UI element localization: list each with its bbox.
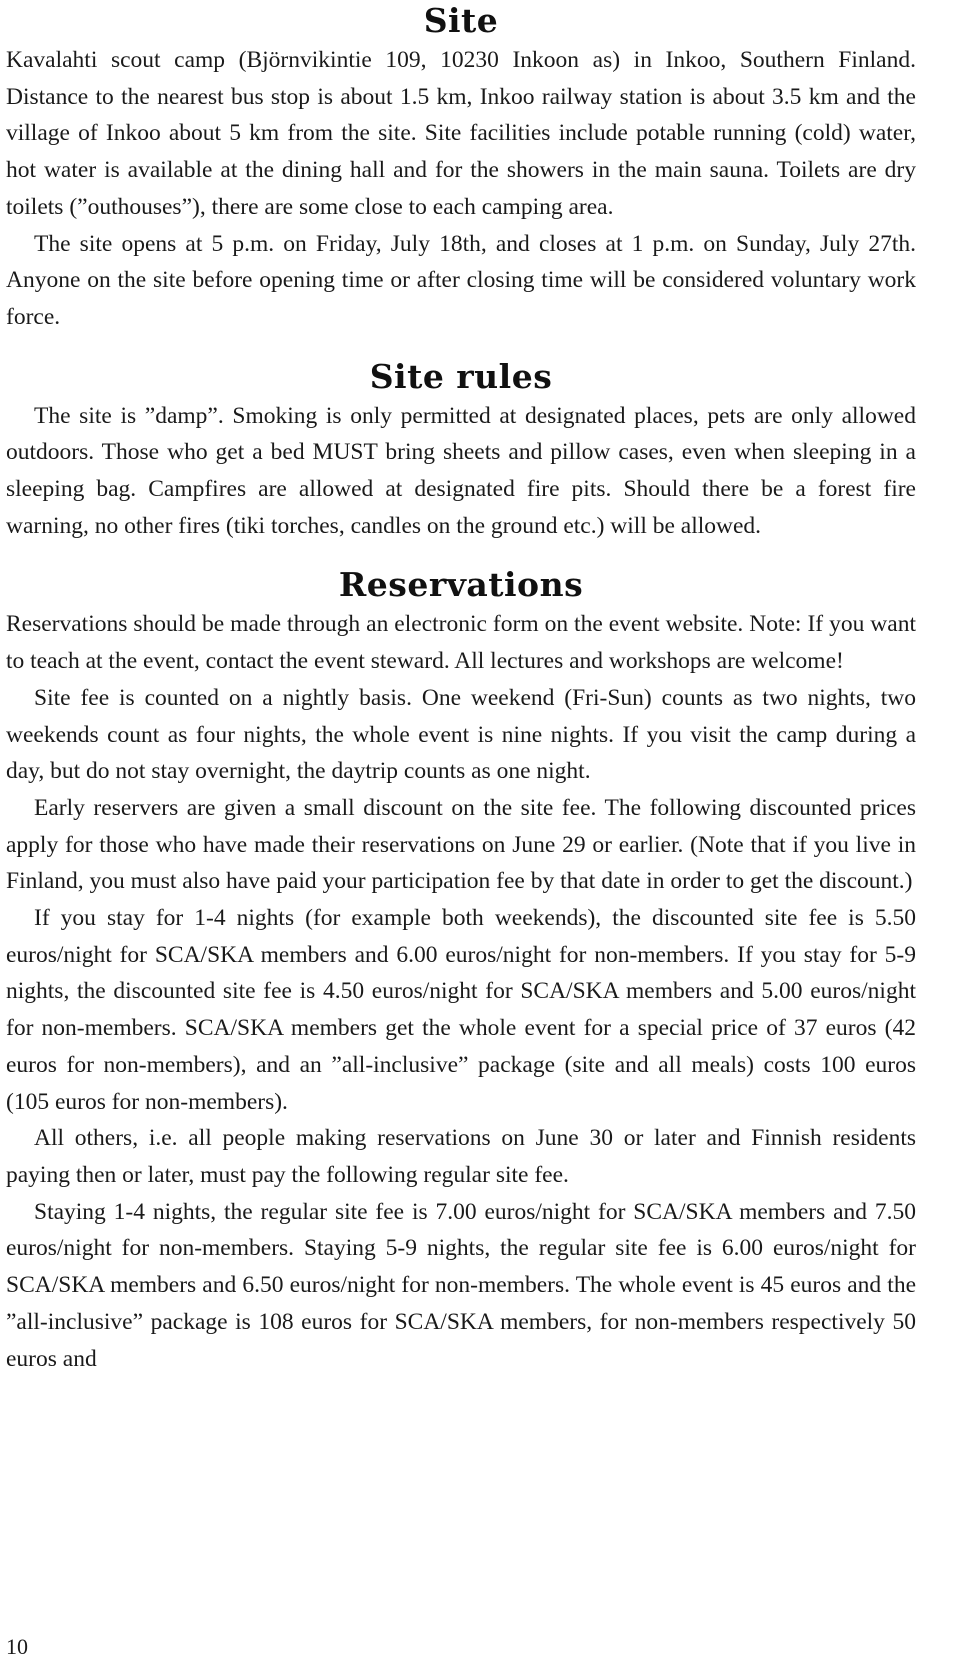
heading-site-rules: Site rules [369,356,553,396]
site-paragraph-1: Kavalahti scout camp (Björnvikintie 109, 10230 Inkoon as) in Inkoo, Southern Finland. Distance to the nearest bus stop is about 1.5 km, Inkoo railway station is about 3.5 km and the village of Inkoo about 5 km from the site. Site facilities include potable running (cold) water, hot water is available at the dining hall and for the showers in the main sauna. Toilets are dry toilets (”outhouses”), there are some close to each camping area. [6,47,916,220]
page-number: 10 [6,1634,28,1659]
site-rules-paragraph-1: The site is ”damp”. Smoking is only permitted at designated places, pets are only allowed outdoors. Those who get a bed MUST bring sheets and pillow cases, even when sleeping in a sleeping bag. Campfires are allowed at designated fire pits. Should there be a forest fire warning, no other fires (tiki torches, candles on the ground etc.) will be allowed. [6,402,916,539]
reservations-paragraph-4: If you stay for 1-4 nights (for example both weekends), the discounted site fee is 5.50 euros/night for SCA/SKA members and 6.00 euros/night for non-members. If you stay for 5-9 nights, the discounted site fee is 4.50 euros/night for SCA/SKA members and 5.00 euros/night for non-members. SCA/SKA members get the whole event for a special price of 37 euros (42 euros for non-members), and an ”all-inclusive” package (site and all meals) costs 100 euros (105 euros for non-members). [6,905,916,1115]
section-reservations [6,566,916,1377]
heading-site: Site [423,1,499,40]
heading-reservations: Reservations [338,565,584,605]
reservations-paragraph-1: Reservations should be made through an electronic form on the event website. Note: If you want to teach at the event, contact the event steward. All lectures and workshops are welcome! [6,611,916,675]
reservations-paragraph-2: Site fee is counted on a nightly basis. One weekend (Fri-Sun) counts as two nights, two weekends count as four nights, the whole event is nine nights. If you visit the camp during a day, but do not stay overnight, the daytrip counts as one night. [6,684,916,785]
reservations-paragraph-6: Staying 1-4 nights, the regular site fee is 7.00 euros/night for SCA/SKA members and 7.50 euros/night for non-members. Staying 5-9 nights, the regular site fee is 6.00 euros/night for SCA/SKA members and 6.50 euros/night for non-members. The whole event is 45 euros and the ”all-inclusive” package is 108 euros for SCA/SKA members, for non-members respectively 50 euros and [6,1198,916,1372]
section-site-rules [6,358,916,545]
reservations-paragraph-3: Early reservers are given a small discount on the site fee. The following discounted prices apply for those who have made their reservations on June 29 or earlier. (Note that if you live in Finland, you must also have paid your participation fee by that date in order to get the discount.) [6,794,916,895]
site-paragraph-2: The site opens at 5 p.m. on Friday, July 18th, and closes at 1 p.m. on Sunday, July 27th. Anyone on the site before opening time or after closing time will be considered voluntary work force. [6,230,916,330]
section-site [6,0,916,336]
reservations-paragraph-5: All others, i.e. all people making reservations on June 30 or later and Finnish residents paying then or later, must pay the following regular site fee. [6,1125,916,1188]
